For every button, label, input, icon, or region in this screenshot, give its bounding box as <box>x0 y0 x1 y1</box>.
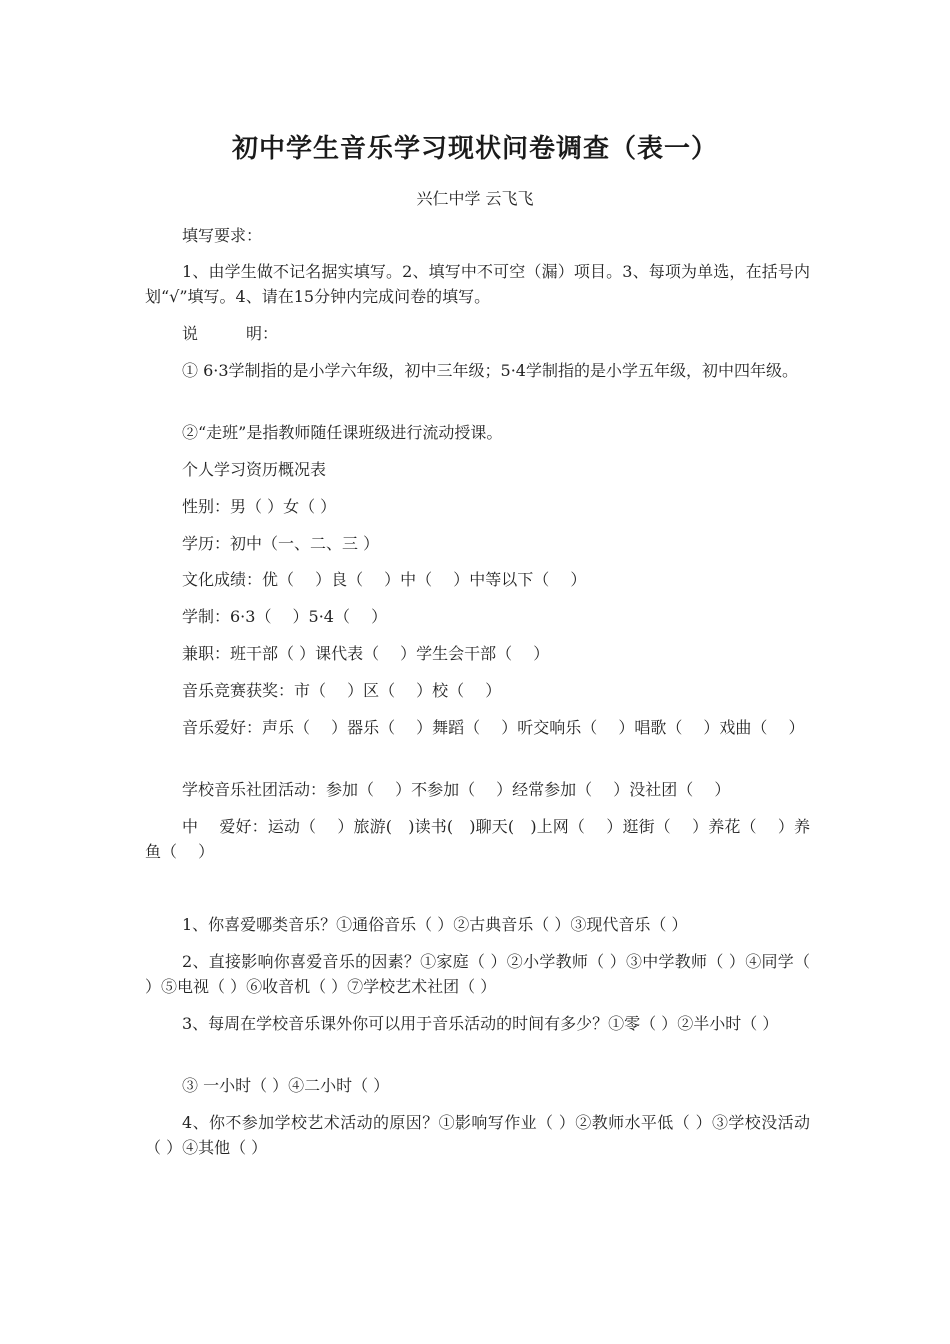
profile-other-hobby: 中 爱好：运动（ ）旅游( )读书( )聊天( )上网（ ）逛街（ ）养花（ ）养鱼（ ） <box>145 817 810 861</box>
question-4: 4、你不参加学校艺术活动的原因？①影响写作业（ ）②教师水平低（ ）③学校没活动（ ）④其他（ ） <box>145 1113 810 1157</box>
profile-music-hobby: 音乐爱好：声乐（ ）器乐（ ）舞蹈（ ）听交响乐（ ）唱歌（ ）戏曲（ ） <box>182 718 805 737</box>
note-2: ②“走班”是指教师随任课班级进行流动授课。 <box>182 423 503 442</box>
profile-gender: 性别：男（ ）女（ ） <box>182 497 337 516</box>
profile-awards: 音乐竞赛获奖：市（ ）区（ ）校（ ） <box>182 681 502 700</box>
notes-heading: 说 明： <box>182 324 279 343</box>
question-1: 1、你喜爱哪类音乐？①通俗音乐（ ）②古典音乐（ ）③现代音乐（ ） <box>182 915 688 934</box>
profile-heading: 个人学习资历概况表 <box>182 460 327 479</box>
question-3-continued: ③ 一小时（ ）④二小时（ ） <box>182 1076 390 1095</box>
requirements-heading: 填写要求： <box>182 226 263 245</box>
profile-club: 学校音乐社团活动：参加（ ）不参加（ ）经常参加（ ）没社团（ ） <box>182 780 731 799</box>
requirements-text: 1、由学生做不记名据实填写。2、填写中不可空（漏）项目。3、每项为单选，在括号内划“√”填写。4、请在15分钟内完成问卷的填写。 <box>145 262 810 306</box>
profile-grades: 文化成绩：优（ ）良（ ）中（ ）中等以下（ ） <box>182 570 587 589</box>
profile-position: 兼职：班干部（ ）课代表（ ）学生会干部（ ） <box>182 644 550 663</box>
question-3: 3、每周在学校音乐课外你可以用于音乐活动的时间有多少？①零（ ）②半小时（ ） <box>182 1014 779 1033</box>
note-1: ① 6·3学制指的是小学六年级，初中三年级；5·4学制指的是小学五年级，初中四年级。 <box>182 361 798 380</box>
profile-education: 学历：初中（一、二、三 ） <box>182 534 380 553</box>
document-title: 初中学生音乐学习现状问卷调查（表一） <box>231 134 718 164</box>
profile-system: 学制：6·3（ ）5·4（ ） <box>182 607 388 626</box>
question-2: 2、直接影响你喜爱音乐的因素？①家庭（ ）②小学教师（ ）③中学教师（ ）④同学（ ）⑤电视（ ）⑥收音机（ ）⑦学校艺术社团（ ） <box>145 952 810 996</box>
document-author: 兴仁中学 云飞飞 <box>416 189 534 208</box>
